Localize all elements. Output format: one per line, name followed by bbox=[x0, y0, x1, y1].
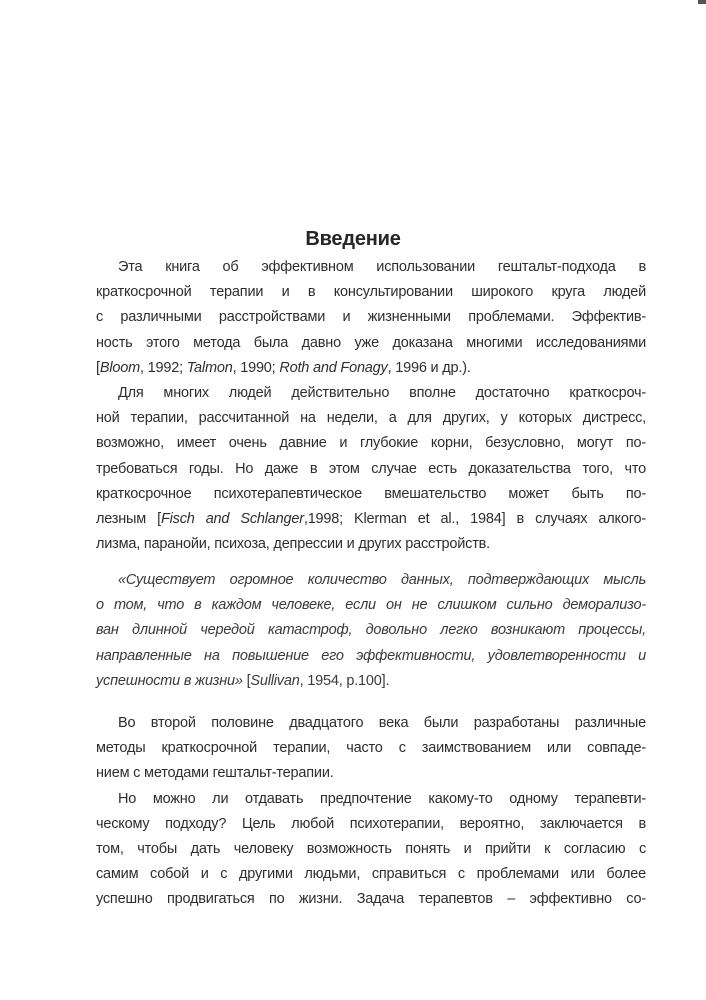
text-line bbox=[96, 280, 646, 305]
text-line bbox=[96, 644, 646, 669]
italic-text: Talmon bbox=[186, 359, 233, 376]
text-line bbox=[96, 406, 646, 431]
text-segment: Эта книга об эффективном использовании гештальт-подхода в bbox=[118, 259, 646, 275]
text-segment: успешно продвигаться по жизни. Задача терапевтов – эффективно со- bbox=[96, 891, 646, 908]
text-line bbox=[96, 255, 646, 280]
text-segment: краткосрочной терапии и в консультировании широкого круга людей bbox=[96, 284, 646, 301]
text-segment: , 1992; bbox=[139, 359, 187, 376]
text-segment: , 1990; bbox=[232, 359, 280, 376]
text-segment: , 1954, p.100]. bbox=[299, 672, 390, 689]
text-line bbox=[96, 837, 646, 862]
text-line bbox=[96, 305, 646, 330]
text-segment: возможно, имеет очень давние и глубокие корни, безусловно, могут по- bbox=[96, 435, 646, 452]
text-segment: краткосрочное психотерапевтическое вмешательство может быть по- bbox=[96, 485, 646, 502]
text-line bbox=[96, 711, 646, 736]
text-line bbox=[96, 812, 646, 837]
text-segment: том, чтобы дать человеку возможность понять и прийти к согласию с bbox=[96, 840, 646, 857]
italic-text: успешности в жизни» bbox=[96, 672, 243, 689]
text-segment: Но можно ли отдавать предпочтение какому-то одному терапевти- bbox=[118, 790, 646, 807]
text-segment: ность этого метода была давно уже доказана многими исследованиями bbox=[96, 334, 646, 351]
text-line bbox=[96, 761, 646, 786]
text-line bbox=[96, 887, 646, 912]
text-segment: [ bbox=[96, 359, 100, 376]
text-segment: с различными расстройствами и жизненными проблемами. Эффектив- bbox=[96, 309, 646, 326]
text-line bbox=[96, 457, 646, 482]
text-line bbox=[96, 356, 646, 381]
text-line bbox=[96, 669, 646, 694]
text-line bbox=[96, 862, 646, 887]
text-segment: самим собой и с другими людьми, справиться с проблемами или более bbox=[96, 866, 646, 883]
text-segment: требоваться годы. Но даже в этом случае есть доказательства того, что bbox=[96, 460, 646, 477]
text-segment: лезным [ bbox=[96, 510, 161, 527]
text-line bbox=[96, 331, 646, 356]
text-line bbox=[96, 593, 646, 618]
text-segment: ческому подходу? Цель любой психотерапии, вероятно, заключается в bbox=[96, 815, 646, 832]
text-segment: Для многих людей действительно вполне достаточно краткосроч- bbox=[118, 384, 646, 401]
paragraph-intro bbox=[96, 255, 646, 557]
text-line bbox=[96, 507, 646, 532]
italic-text: Sullivan bbox=[250, 672, 300, 689]
italic-text: «Существует огромное количество данных, подтверждающих мысль bbox=[118, 572, 646, 588]
italic-text: Bloom bbox=[99, 359, 140, 376]
text-segment: нием с методами гештальт-терапии. bbox=[96, 765, 334, 782]
text-line bbox=[96, 736, 646, 761]
text-line bbox=[96, 787, 646, 812]
text-line bbox=[96, 618, 646, 643]
text-line bbox=[96, 568, 646, 593]
italic-text: Roth and Fonagy bbox=[279, 359, 388, 376]
italic-text: ван длинной чередой катастроф, довольно легко возникают процессы, bbox=[96, 622, 646, 639]
text-line bbox=[96, 482, 646, 507]
text-segment: [ bbox=[242, 672, 251, 689]
text-segment: , 1996 и др.). bbox=[387, 359, 471, 376]
text-line bbox=[96, 532, 646, 557]
paragraph-methods bbox=[96, 711, 646, 913]
italic-text: Fisch and Schlanger bbox=[160, 510, 304, 527]
text-segment: Во второй половине двадцатого века были разработаны различные bbox=[118, 715, 646, 731]
page-title: Введение bbox=[305, 228, 401, 250]
text-segment: методы краткосрочной терапии, часто с заимствованием или совпаде- bbox=[96, 740, 646, 757]
text-segment: ,1998; Klerman et al., 1984] в случаях алкого- bbox=[303, 510, 646, 527]
italic-text: направленные на повышение его эффективности, удовлетворенности и bbox=[96, 647, 646, 664]
text-line bbox=[96, 381, 646, 406]
page-corner-mark bbox=[698, 0, 706, 4]
italic-text: о том, что в каждом человеке, если он не слишком сильно деморализо- bbox=[96, 597, 646, 614]
text-segment: ной терапии, рассчитанной на недели, а для других, у которых дистресс, bbox=[96, 410, 646, 427]
quote bbox=[96, 568, 646, 694]
text-line bbox=[96, 431, 646, 456]
text-segment: лизма, паранойи, психоза, депрессии и других расстройств. bbox=[96, 536, 490, 553]
